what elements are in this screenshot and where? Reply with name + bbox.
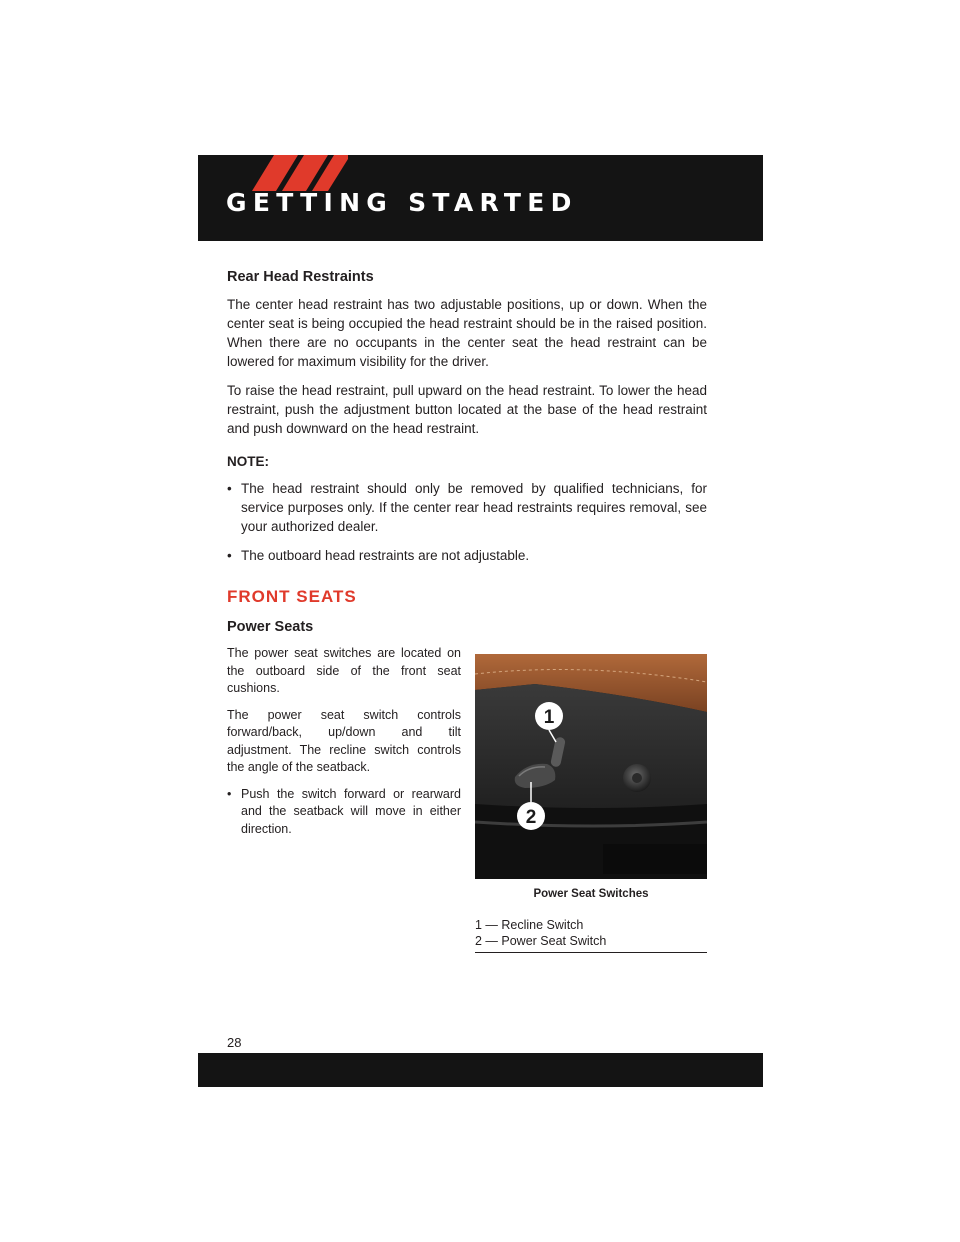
note-label: NOTE:	[227, 454, 269, 469]
page-number: 28	[227, 1035, 242, 1050]
note-item: • The outboard head restraints are not adjustable.	[227, 546, 707, 565]
header-band	[198, 155, 763, 241]
racing-stripes-logo	[248, 155, 348, 191]
figure-caption: Power Seat Switches	[533, 888, 649, 900]
callout-1-label: 1	[543, 707, 555, 728]
power-seat-switches-photo	[475, 654, 707, 879]
power-seats-text	[227, 645, 461, 953]
note-item: • The head restraint should only be removed by qualified technicians, for service purposes only. If the center rear head restraints requires removal, see your authorized dealer.	[227, 479, 707, 536]
power-seats-heading: Power Seats	[227, 619, 314, 635]
rear-head-restraints-para-1: The center head restraint has two adjustable positions, up or down. When the center seat is being occupied the head restraint should be in the raised position. When there are no occupants in the center seat the head restraint can be lowered for maximum visibility for the driver.	[227, 297, 707, 369]
power-seats-para-1: The power seat switches are located on the outboard side of the front seat cushions.	[227, 646, 461, 695]
power-seats-section	[227, 645, 707, 953]
figure-legend	[475, 917, 707, 953]
rear-head-restraints-para-2: To raise the head restraint, pull upward on the head restraint. To lower the head restraint, push the adjustment button located at the base of the head restraint and push downward on the head restraint.	[227, 383, 707, 436]
rear-head-restraints-heading: Rear Head Restraints	[227, 269, 374, 285]
note-list	[227, 479, 707, 565]
callout-2-label: 2	[525, 807, 537, 828]
page-content	[227, 268, 707, 953]
front-seats-heading: FRONT SEATS	[227, 587, 357, 606]
power-seats-bullet: • Push the switch forward or rearward and the seatback will move in either direction.	[227, 786, 461, 839]
power-seats-para-2: The power seat switch controls forward/back, up/down and tilt adjustment. The recline switch controls the angle of the seatback.	[227, 707, 461, 774]
legend-item: 1 — Recline Switch	[475, 918, 584, 932]
section-title: GETTING STARTED	[226, 188, 578, 217]
footer-band	[198, 1053, 763, 1087]
legend-item: 2 — Power Seat Switch	[475, 934, 607, 948]
power-seats-bullets	[227, 786, 461, 839]
power-seat-figure	[475, 654, 707, 953]
